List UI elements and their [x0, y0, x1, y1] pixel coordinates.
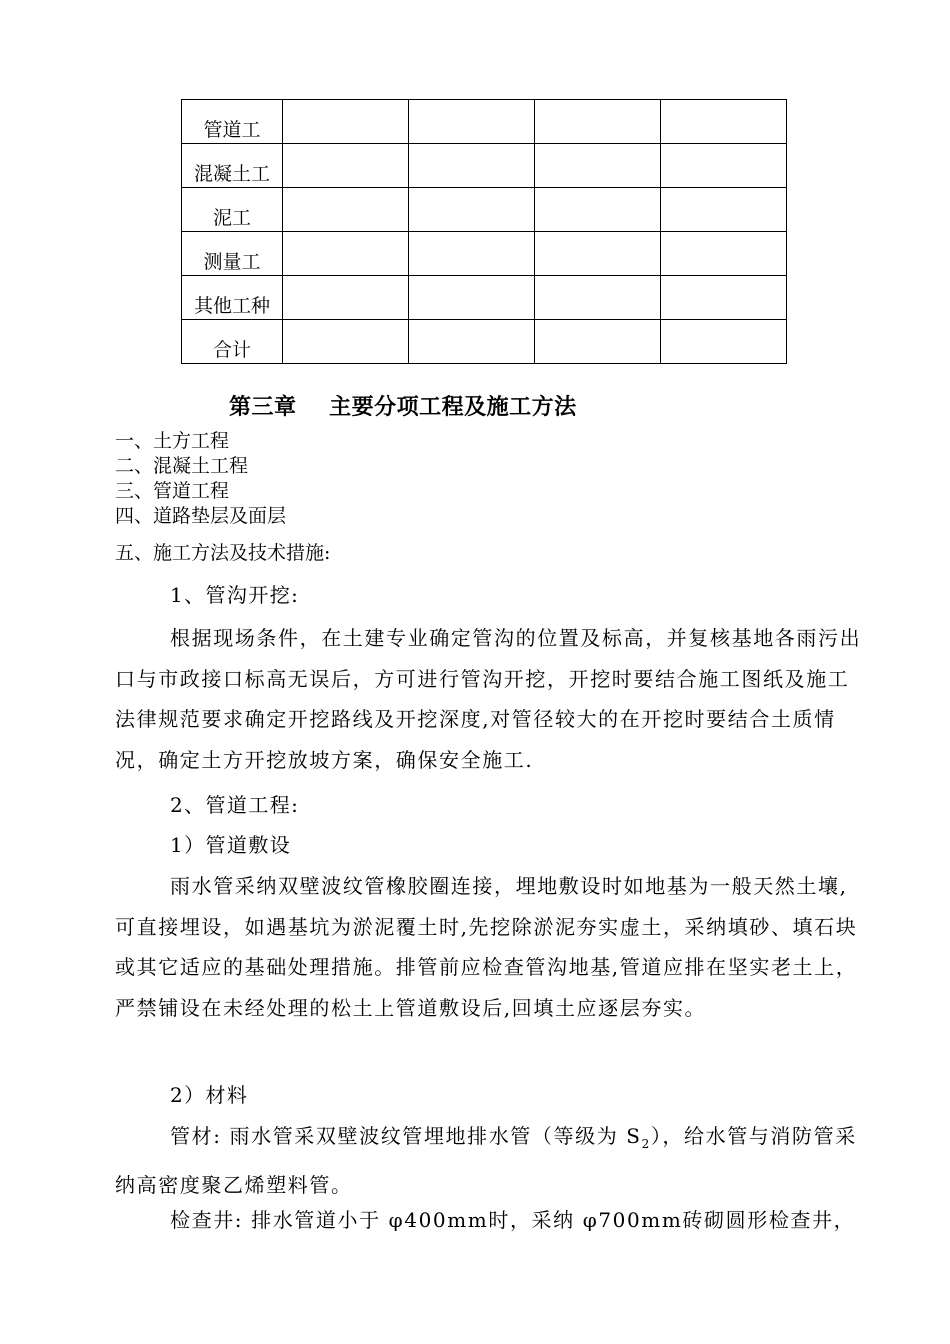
table-cell: [283, 320, 409, 364]
table-cell: [661, 100, 787, 144]
row-label-cell: 管道工: [182, 100, 283, 144]
pipe-text-a: 管材: 雨水管采双壁波纹管埋地排水管（等级为 S: [170, 1124, 642, 1148]
subsection-heading: 1）管道敷设: [170, 833, 292, 857]
table-row: [182, 232, 787, 276]
table-cell: [535, 276, 661, 320]
outline-item: 一、土方工程: [115, 430, 230, 452]
paragraph: 雨水管采纳双壁波纹管橡胶圈连接，埋地敷设时如地基为一般天然土壤,可直接埋设，如遇基坑为淤泥覆土时,先挖除淤泥夯实虚土，采纳填砂、填石块或其它适应的基础处理措施。排管前应检查管沟地基,管道应排在坚实老土上，严禁铺设在未经处理的松土上管道敷设后,回填土应逐层夯实。: [115, 874, 858, 1020]
table-cell: [283, 276, 409, 320]
outline-list: [115, 429, 330, 566]
section-heading: 1、管沟开挖:: [170, 583, 300, 607]
row-label-cell: 其他工种: [182, 276, 283, 320]
table-cell: [283, 188, 409, 232]
table-cell: [535, 232, 661, 276]
table-cell: [535, 144, 661, 188]
row-label-cell: 泥工: [182, 188, 283, 232]
chapter-title: 第三章 主要分项工程及施工方法: [229, 394, 577, 420]
table-cell: [283, 144, 409, 188]
paragraph: 根据现场条件，在土建专业确定管沟的位置及标高，并复核基地各雨污出口与市政接口标高无误后，方可进行管沟开挖，开挖时要结合施工图纸及施工法律规范要求确定开挖路线及开挖深度,对管径较大的在开挖时要结合土质情况，确定土方开挖放坡方案，确保安全施工.: [115, 626, 862, 772]
outline-item: 四、道路垫层及面层: [115, 505, 287, 527]
outline-item: 五、施工方法及技术措施:: [115, 542, 331, 564]
paragraph: [115, 1116, 865, 1205]
outline-item: 二、混凝土工程: [115, 455, 249, 477]
table-cell: [535, 100, 661, 144]
row-label-cell: 混凝土工: [182, 144, 283, 188]
row-label-cell: 测量工: [182, 232, 283, 276]
table-cell: [661, 144, 787, 188]
row-label-cell: 合计: [182, 320, 283, 364]
table-cell: [535, 188, 661, 232]
table-cell: [535, 320, 661, 364]
table-cell: [409, 320, 535, 364]
table-row: [182, 276, 787, 320]
subsection-heading: 2）材料: [170, 1083, 249, 1107]
table-row: [182, 100, 787, 144]
table-cell: [409, 276, 535, 320]
table-row: [182, 320, 787, 364]
table-cell: [283, 232, 409, 276]
pipe-text-b: ），给水管与消防管采纳高密度聚乙烯塑料管。: [115, 1124, 857, 1197]
paragraph: 检查井: 排水管道小于 φ400mm时，采纳 φ700mm砖砌圆形检查井，: [170, 1208, 856, 1232]
outline-item: 三、管道工程: [115, 480, 230, 502]
table-cell: [661, 232, 787, 276]
table-cell: [409, 232, 535, 276]
table-row: [182, 188, 787, 232]
table-cell: [661, 320, 787, 364]
pipe-grade-sub: 2: [641, 1137, 651, 1151]
table-cell: [283, 100, 409, 144]
table-row: [182, 144, 787, 188]
table-cell: [409, 144, 535, 188]
section-heading: 2、管道工程:: [170, 793, 300, 817]
table-cell: [409, 100, 535, 144]
labor-table: [181, 99, 787, 364]
table-cell: [661, 276, 787, 320]
table-cell: [661, 188, 787, 232]
table-cell: [409, 188, 535, 232]
